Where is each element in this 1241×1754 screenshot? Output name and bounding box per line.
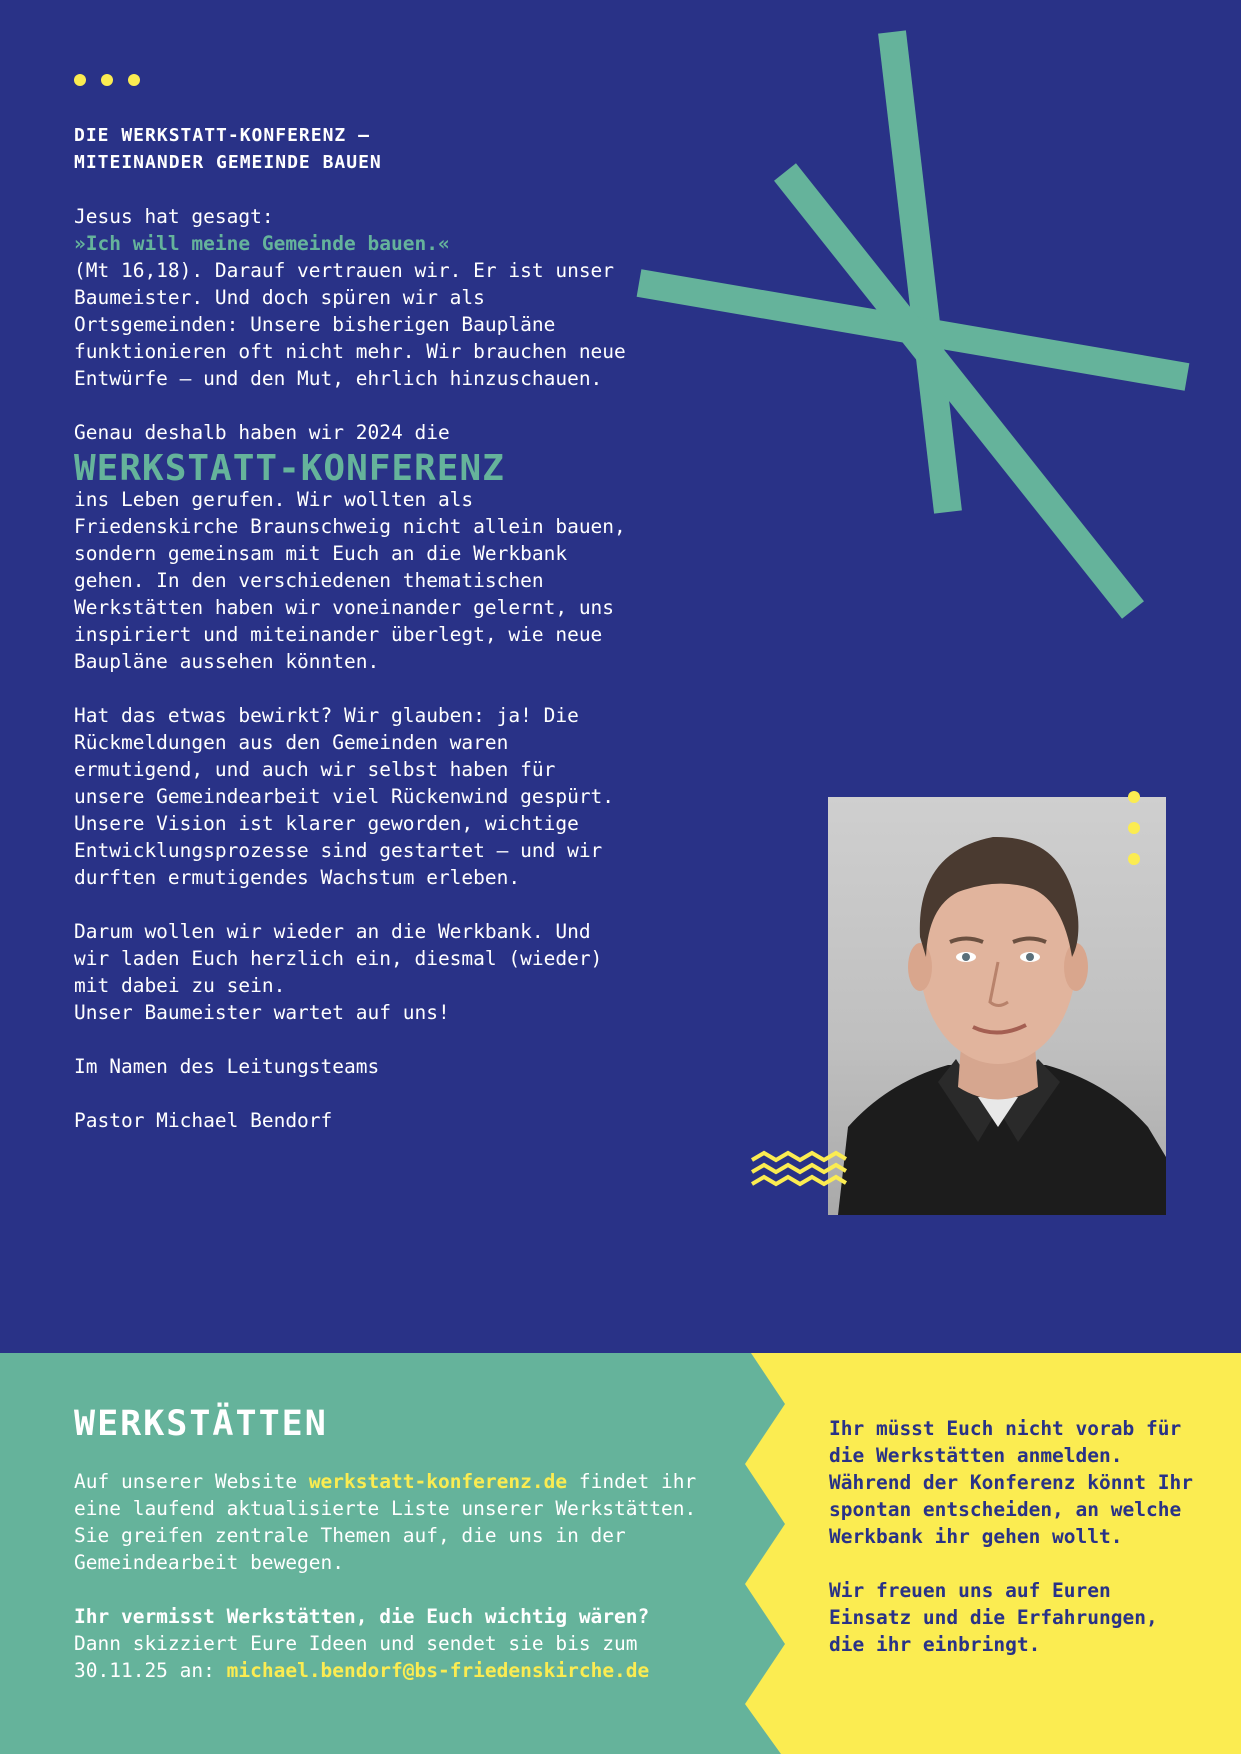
zigzag-icon	[750, 1150, 848, 1188]
info-paragraph-2: Wir freuen uns auf Euren Einsatz und die Erfahrungen, die ihr einbringt.	[829, 1579, 1158, 1656]
intro-paragraph-1: Jesus hat gesagt: »Ich will meine Gemeinde bauen.« (Mt 16,18). Darauf vertrauen wir. Er ist unser Baumeister. Und doch spüren wir als Ortsgemeinden: Unsere bisherigen Baupläne funktionieren oft nicht mehr. Wir brauchen neue Entwürfe – und den Mut, ehrlich hinzuschauen.	[74, 205, 626, 390]
page-heading: DIE WERKSTATT-KONFERENZ – MITEINANDER GEMEINDE BAUEN	[74, 125, 382, 173]
info-box-text	[829, 1415, 1199, 1685]
workshops-paragraph-2: Ihr vermisst Werkstätten, die Euch wichtig wären? Dann skizziert Eure Ideen und sendet sie bis zum 30.11.25 an: michael.bendorf@bs-friedenskirche.de	[74, 1605, 650, 1682]
workshops-paragraph-1: Auf unserer Website werkstatt-konferenz.de findet ihr eine laufend aktualisierte Liste unserer Werkstätten. Sie greifen zentrale Themen auf, die uns in der Gemeindearbeit bewegen.	[74, 1470, 697, 1574]
intro-text	[74, 122, 634, 1161]
portrait-photo	[828, 797, 1166, 1215]
bible-quote: »Ich will meine Gemeinde bauen.«	[74, 232, 450, 255]
signature-name: Pastor Michael Bendorf	[74, 1109, 333, 1132]
workshops-text	[74, 1468, 714, 1711]
portrait-illustration	[828, 797, 1166, 1215]
conference-title: WERKSTATT-KONFERENZ	[74, 448, 505, 489]
intro-paragraph-3: Hat das etwas bewirkt? Wir glauben: ja! Die Rückmeldungen aus den Gemeinden waren ermutigend, und auch wir selbst haben für unsere Gemeindearbeit viel Rückenwind gespürt. Unsere Vision ist klarer geworden, wichtige Entwicklungsprozesse sind gestartet – und wir durften ermutigendes Wachstum erleben.	[74, 704, 615, 889]
intro-paragraph-4: Darum wollen wir wieder an die Werkbank. Und wir laden Euch herzlich ein, diesmal (wieder) mit dabei zu sein. Unser Baumeister wartet auf uns!	[74, 920, 603, 1024]
email-link[interactable]: michael.bendorf@bs-friedenskirche.de	[226, 1659, 650, 1682]
info-paragraph-1: Ihr müsst Euch nicht vorab für die Werkstätten anmelden. Während der Konferenz könnt Ihr spontan entscheiden, an welche Werkbank ihr gehen wollt.	[829, 1417, 1193, 1548]
asterisk-logo-icon	[620, 20, 1200, 620]
signature-team: Im Namen des Leitungsteams	[74, 1055, 380, 1078]
website-link[interactable]: werkstatt-konferenz.de	[308, 1470, 568, 1493]
workshops-title: WERKSTÄTTEN	[74, 1404, 328, 1444]
intro-paragraph-2: Genau deshalb haben wir 2024 die WERKSTATT-KONFERENZ ins Leben gerufen. Wir wollten als Friedenskirche Braunschweig nicht allein bauen, sondern gemeinsam mit Euch an die Werkbank gehen. In den verschiedenen thematischen Werkstätten haben wir voneinander gelernt, uns inspiriert und miteinander überlegt, wie neue Baupläne aussehen könnten.	[74, 419, 634, 675]
